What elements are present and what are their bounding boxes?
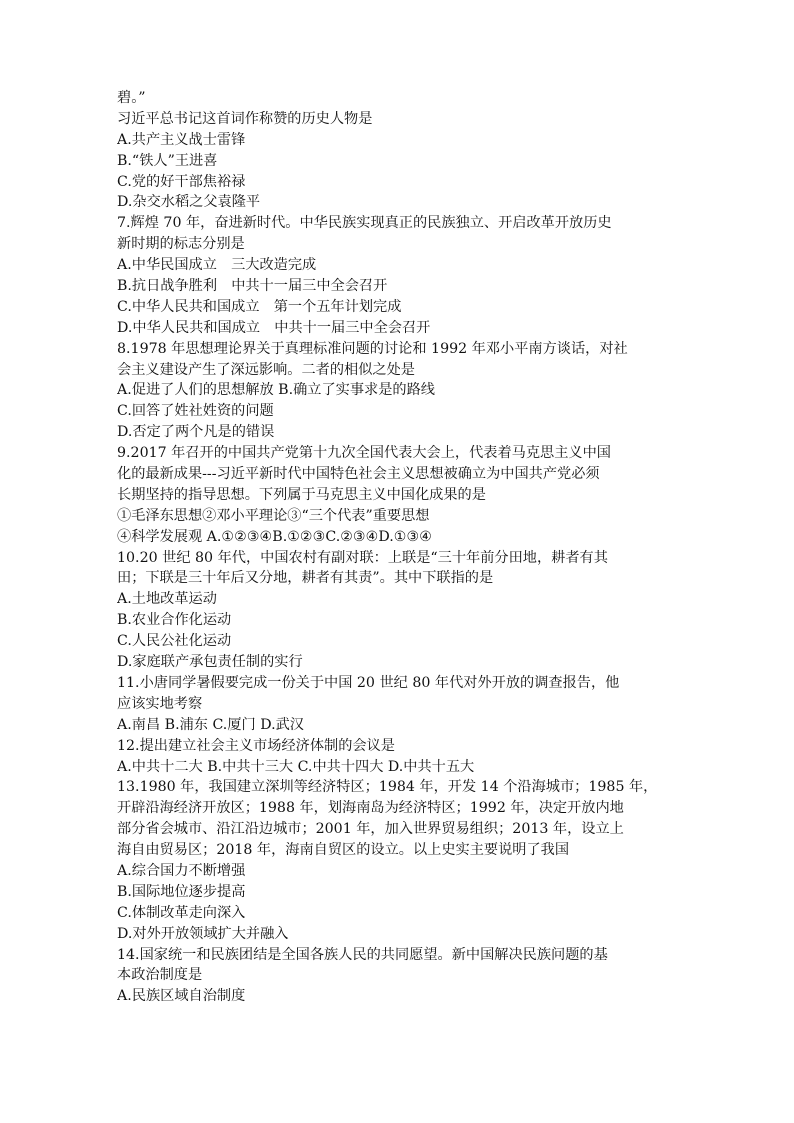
text-line: B.农业合作化运动: [117, 612, 232, 629]
text-line: 田；下联是三十年后又分地，耕者有其责”。其中下联指的是: [117, 570, 494, 587]
text-line: 部分省会城市、沿江沿边城市；2001 年，加入世界贸易组织；2013 年，设立上: [117, 821, 624, 838]
text-line: 开辟沿海经济开放区；1988 年，划海南岛为经济特区；1992 年，决定开放内地: [117, 800, 624, 817]
text-line: 新时期的标志分别是: [117, 236, 245, 253]
text-line: 11.小唐同学暑假要完成一份关于中国 20 世纪 80 年代对外开放的调查报告，他: [117, 674, 620, 691]
text-line: ④科学发展观 A.①②③④B.①②③C.②③④D.①③④: [117, 528, 432, 545]
text-line: A.共产主义战士雷锋: [117, 131, 246, 148]
text-line: A.土地改革运动: [117, 591, 217, 608]
text-line: 12.提出建立社会主义市场经济体制的会议是: [117, 737, 395, 754]
text-line: 8.1978 年思想理论界关于真理标准问题的讨论和 1992 年邓小平南方谈话，对社: [117, 340, 628, 357]
text-line: D.对外开放领域扩大并融入: [117, 925, 289, 942]
text-line: 14.国家统一和民族团结是全国各族人民的共同愿望。新中国解决民族问题的基: [117, 946, 608, 963]
text-line: 海自由贸易区；2018 年，海南自贸区的设立。以上史实主要说明了我国: [117, 842, 570, 859]
text-line: A.南昌 B.浦东 C.厦门 D.武汉: [117, 716, 304, 733]
text-line: 13.1980 年，我国建立深圳等经济特区；1984 年，开发 14 个沿海城市；1985 年，: [117, 779, 658, 796]
text-line: B.国际地位逐步提高: [117, 883, 246, 900]
text-line: C.体制改革走向深入: [117, 904, 246, 921]
text-line: A.中共十二大 B.中共十三大 C.中共十四大 D.中共十五大: [117, 758, 475, 775]
text-line: A.民族区域自治制度: [117, 988, 246, 1005]
text-line: 习近平总书记这首词作称赞的历史人物是: [117, 110, 373, 127]
text-line: 9.2017 年召开的中国共产党第十九次全国代表大会上，代表着马克思主义中国: [117, 445, 611, 462]
text-line: 本政治制度是: [117, 967, 203, 984]
text-line: 碧。”: [117, 90, 146, 106]
text-line: A.中华民国成立 三大改造完成: [117, 257, 317, 274]
text-line: 长期坚持的指导思想。下列属于马克思主义中国化成果的是: [117, 486, 486, 503]
text-line: A.促进了人们的思想解放 B.确立了实事求是的路线: [117, 382, 435, 399]
text-line: D.家庭联产承包责任制的实行: [117, 654, 303, 671]
text-line: 应该实地考察: [117, 695, 203, 712]
text-line: D.否定了两个凡是的错误: [117, 424, 275, 441]
text-line: A.综合国力不断增强: [117, 862, 246, 879]
text-line: D.中华人民共和国成立 中共十一届三中全会召开: [117, 319, 431, 336]
text-line: 化的最新成果---习近平新时代中国特色社会主义思想被确立为中国共产党必须: [117, 466, 600, 483]
text-line: C.回答了姓社姓资的问题: [117, 403, 274, 420]
text-line: B.“铁人”王进喜: [117, 152, 218, 169]
text-line: ①毛泽东思想②邓小平理论③“三个代表”重要思想: [117, 507, 430, 524]
text-line: 7.辉煌 70 年，奋进新时代。中华民族实现真正的民族独立、开启改革开放历史: [117, 215, 612, 232]
text-line: 会主义建设产生了深远影响。二者的相似之处是: [117, 361, 415, 378]
exam-text-block: [117, 88, 687, 1007]
text-line: 10.20 世纪 80 年代，中国农村有副对联：上联是“三十年前分田地，耕者有其: [117, 549, 608, 566]
text-line: D.杂交水稻之父袁隆平: [117, 194, 261, 211]
text-line: B.抗日战争胜利 中共十一届三中全会召开: [117, 278, 388, 295]
text-line: C.人民公社化运动: [117, 633, 232, 650]
text-line: C.党的好干部焦裕禄: [117, 173, 246, 190]
text-line: C.中华人民共和国成立 第一个五年计划完成: [117, 298, 402, 315]
